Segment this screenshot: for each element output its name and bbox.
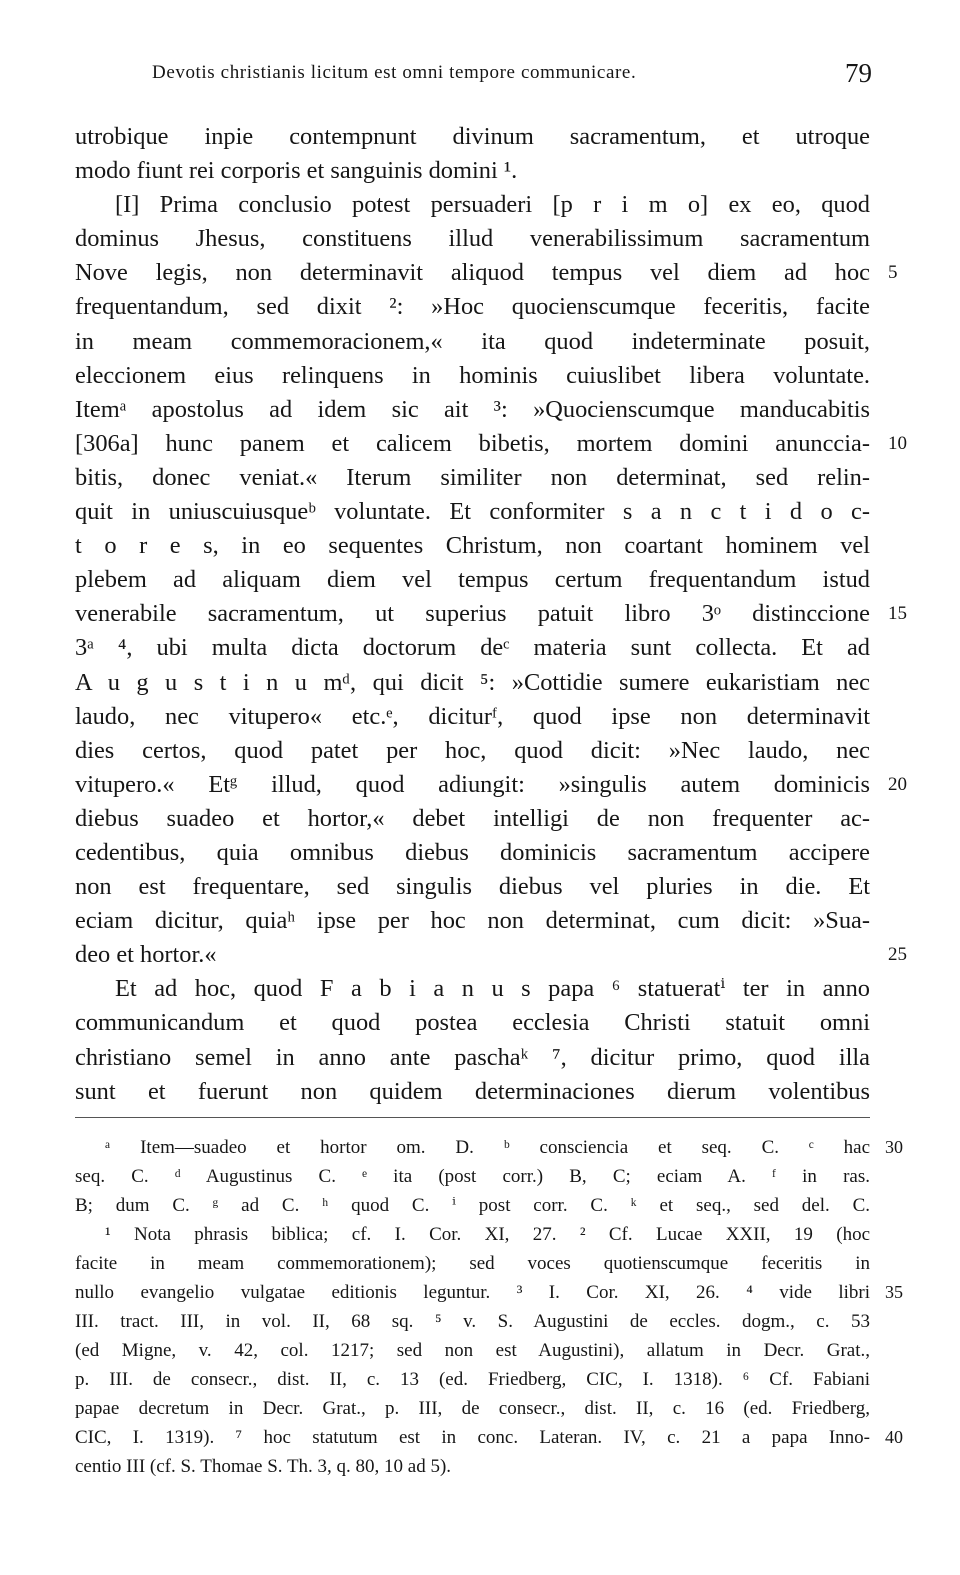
text-line-content: quit in uniuscuiusqueᵇ voluntate. Et conformiter s a n c t i d o c-	[75, 498, 870, 526]
footnote-line	[75, 1133, 903, 1162]
footnote-line	[75, 1394, 870, 1423]
text-line-content: eciam dicitur, quiaʰ ipse per hoc non determinat, cum dicit: »Sua-	[75, 907, 870, 935]
footnote-line	[75, 1452, 870, 1481]
text-line-content: A u g u s t i n u mᵈ, qui dicit ⁵: »Cottidie sumere eukaristiam nec	[75, 668, 870, 696]
footnote-line	[75, 1336, 870, 1365]
footnote-line-content: ¹ Nota phrasis biblica; cf. I. Cor. XI, 27. ² Cf. Lucae XXII, 19 (hoc	[105, 1224, 870, 1245]
text-line-content: vitupero.« Etᵍ illud, quod adiungit: »singulis autem dominicis	[75, 770, 870, 798]
text-line	[75, 666, 870, 700]
text-line	[75, 836, 870, 870]
text-line-content: christiano semel in anno ante paschaᵏ ⁷, dicitur primo, quod illa	[75, 1043, 870, 1071]
text-line-content: [306a] hunc panem et calicem bibetis, mortem domini anunccia-	[75, 429, 870, 457]
footnote-line	[75, 1162, 870, 1191]
line-number: 35	[885, 1282, 903, 1302]
text-line	[75, 325, 870, 359]
text-line-content: communicandum et quod postea ecclesia Christi statuit omni	[75, 1009, 870, 1037]
footnote-line-content: centio III (cf. S. Thomae S. Th. 3, q. 80, 10 ad 5).	[75, 1456, 452, 1477]
line-number: 25	[888, 944, 907, 966]
text-line-content: sunt et fuerunt non quidem determinaciones dierum volentibus	[75, 1077, 870, 1105]
footnote-separator-rule	[75, 1117, 870, 1118]
text-line-content: in meam commemoracionem,« ita quod indeterminate posuit,	[75, 327, 870, 355]
footnote-line-content: nullo evangelio vulgatae editionis leguntur. ³ I. Cor. XI, 26. ⁴ vide libri	[75, 1282, 870, 1303]
text-line-content: deo et hortor.«	[75, 941, 217, 969]
text-line-content: plebem ad aliquam diem vel tempus certum frequentandum istud	[75, 566, 870, 594]
footnote-line-content: seq. C. ᵈ Augustinus C. ᵉ ita (post corr.) B, C; eciam A. ᶠ in ras.	[75, 1166, 870, 1187]
footnote-line-content: CIC, I. 1319). ⁷ hoc statutum est in conc. Lateran. IV, c. 21 a papa Inno-	[75, 1427, 870, 1448]
text-line-content: dominus Jhesus, constituens illud venerabilissimum sacramentum	[75, 225, 870, 253]
text-line	[75, 563, 870, 597]
text-line-content: [I] Prima conclusio potest persuaderi [p r i m o] ex eo, quod	[115, 191, 870, 219]
text-line	[75, 768, 907, 802]
text-line	[75, 290, 870, 324]
text-line	[75, 802, 870, 836]
line-number: 30	[885, 1137, 903, 1157]
text-line-content: dies certos, quod patet per hoc, quod dicit: »Nec laudo, nec	[75, 736, 870, 764]
footnote-line	[75, 1365, 870, 1394]
footnote-line	[75, 1191, 870, 1220]
text-line	[75, 529, 870, 563]
text-line	[75, 597, 907, 631]
footnote-line	[75, 1423, 903, 1452]
text-line	[75, 256, 898, 290]
text-line	[75, 427, 907, 461]
footnote-line	[75, 1220, 870, 1249]
footnote-line	[75, 1249, 870, 1278]
footnote-line-content: facite in meam commemorationem); sed voces quotienscumque feceritis in	[75, 1253, 870, 1274]
text-line	[75, 154, 870, 188]
text-line-content: bitis, donec veniat.« Iterum similiter non determinat, sed relin-	[75, 463, 870, 491]
text-line-content: 3ᵃ ⁴, ubi multa dicta doctorum deᶜ materia sunt collecta. Et ad	[75, 634, 870, 662]
footnote-line-content: B; dum C. ᵍ ad C. ʰ quod C. ⁱ post corr. C. ᵏ et seq., sed del. C.	[75, 1195, 870, 1216]
footnote-line-content: p. III. de consecr., dist. II, c. 13 (ed. Friedberg, CIC, I. 1318). ⁶ Cf. Fabiani	[75, 1369, 870, 1390]
text-line-content: Itemᵃ apostolus ad idem sic ait ³: »Quocienscumque manducabitis	[75, 395, 870, 423]
text-line	[75, 631, 870, 665]
text-line-content: Nove legis, non determinavit aliquod tempus vel diem ad hoc	[75, 259, 870, 287]
footnote-line-content: ᵃ Item—suadeo et hortor om. D. ᵇ consciencia et seq. C. ᶜ hac	[105, 1137, 870, 1158]
text-line	[75, 904, 870, 938]
text-line-content: utrobique inpie contempnunt divinum sacramentum, et utroque	[75, 123, 870, 150]
footnote-line	[75, 1278, 903, 1307]
line-number: 20	[888, 773, 907, 795]
text-line	[75, 734, 870, 768]
text-line	[75, 120, 870, 154]
running-head-title: Devotis christianis licitum est omni tempore communicare.	[152, 62, 637, 83]
text-line-content: diebus suadeo et hortor,« debet intelligi de non frequenter ac-	[75, 804, 870, 832]
text-line-content: modo fiunt rei corporis et sanguinis domini ¹.	[75, 157, 518, 185]
text-line	[75, 700, 870, 734]
text-line	[75, 1006, 870, 1040]
text-line	[75, 1041, 870, 1075]
line-number: 40	[885, 1427, 903, 1447]
text-line	[75, 222, 870, 256]
footnote-line-content: papae decretum in Decr. Grat., p. III, de consecr., dist. II, c. 16 (ed. Friedberg,	[75, 1398, 870, 1419]
text-line	[75, 870, 870, 904]
page-number: 79	[845, 58, 872, 88]
text-line	[75, 461, 870, 495]
running-header	[152, 58, 872, 98]
text-line-content: Et ad hoc, quod F a b i a n u s papa ⁶ statueratⁱ ter in anno	[115, 975, 870, 1003]
line-number: 10	[888, 432, 907, 454]
main-text	[75, 120, 907, 1109]
text-line	[75, 938, 907, 972]
line-number: 5	[888, 262, 898, 284]
text-line-content: laudo, nec vitupero« etc.ᵉ, diciturᶠ, quod ipse non determinavit	[75, 702, 870, 730]
text-line	[75, 188, 870, 222]
text-line-content: venerabile sacramentum, ut superius patuit libro 3ᵒ distinccione	[75, 600, 870, 628]
footnote-line	[75, 1307, 870, 1336]
text-line	[75, 393, 870, 427]
text-line-content: cedentibus, quia omnibus diebus dominicis sacramentum accipere	[75, 838, 870, 866]
text-line-content: frequentandum, sed dixit ²: »Hoc quocienscumque feceritis, facite	[75, 293, 870, 321]
text-line-content: eleccionem eius relinquens in hominis cuiuslibet libera voluntate.	[75, 361, 870, 389]
footnotes	[75, 1133, 903, 1481]
text-line	[75, 1075, 870, 1109]
line-number: 15	[888, 603, 907, 625]
footnote-line-content: (ed Migne, v. 42, col. 1217; sed non est Augustini), allatum in Decr. Grat.,	[75, 1340, 870, 1361]
text-line-content: t o r e s, in eo sequentes Christum, non coartant hominem vel	[75, 532, 870, 560]
footnote-line-content: III. tract. III, in vol. II, 68 sq. ⁵ v. S. Augustini de eccles. dogm., c. 53	[75, 1311, 870, 1332]
text-line-content: non est frequentare, sed singulis diebus vel pluries in die. Et	[75, 873, 870, 901]
text-line	[75, 495, 870, 529]
text-line	[75, 359, 870, 393]
text-line	[75, 972, 870, 1006]
